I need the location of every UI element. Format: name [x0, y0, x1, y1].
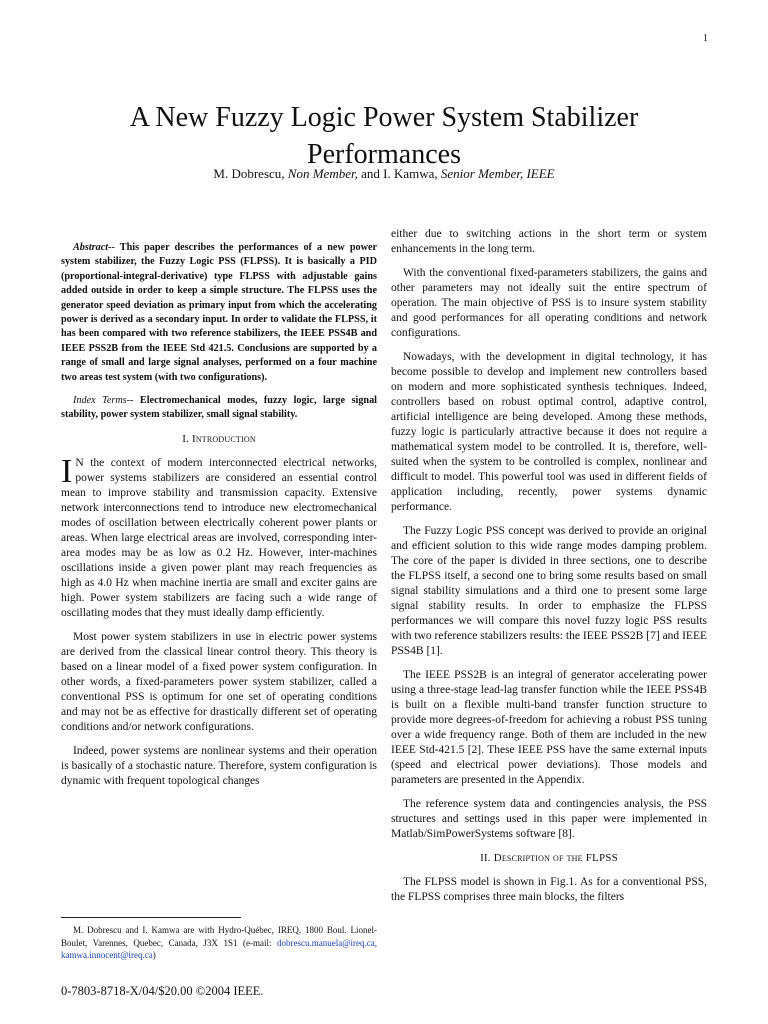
- right-paragraph-6: The FLPSS model is shown in Fig.1. As for a conventional PSS, the FLPSS comprises three main blocks, the filters: [391, 876, 707, 903]
- drop-cap: I: [61, 452, 73, 490]
- intro-paragraph-3: Indeed, power systems are nonlinear systems and their operation is basically of a stochastic nature. Therefore, system configuration is dynamic with frequent topological changes: [61, 744, 377, 787]
- intro-paragraph-1: [61, 452, 377, 621]
- section-2-numeral: II.: [480, 852, 491, 864]
- section-2-title: Description of the: [493, 852, 583, 864]
- footnote-rule: [61, 917, 241, 918]
- index-terms-text: Electromechanical modes, fuzzy logic, large signal stability, power system stabilizer, small signal stability.: [61, 395, 377, 421]
- left-column: [61, 241, 377, 798]
- index-terms: [61, 394, 377, 423]
- right-paragraph-0: either due to switching actions in the short term or system enhancements in the long term.: [391, 228, 707, 255]
- footnote: [61, 924, 377, 962]
- page-number: 1: [703, 33, 708, 44]
- right-paragraph-3: The Fuzzy Logic PSS concept was derived to provide an original and efficient solution to this wide range modes damping problem. The core of the paper is divided in three sections, one to describe the FLPSS itself, a second one to bring some results based on small signal stability simulations and a third one to present some large signal stability results. In order to emphasize the FLPSS performances we will compare this novel fuzzy logic PSS results with two reference stabilizers results: the IEEE PSS2B [7] and IEEE PSS4B [1].: [391, 525, 707, 657]
- footnote-close: ): [152, 950, 156, 960]
- right-column: [391, 227, 707, 914]
- author-1-role: Non Member,: [287, 166, 358, 181]
- intro-paragraph-1-text: N the context of modern interconnected electrical networks, power systems stabilizers are considered an essential control mean to improve stability and transmission capacity. Extensive network interconnections tend to introduce new electromechanical modes of oscillation between electrically coherent power plants or areas. When large electrical areas are involved, corresponding inter-area modes may be as low as 0.2 Hz. However, inter-machines oscillations inside a given power plant may reach frequencies as high as 4.0 Hz when machine inertia are small and exciter gains are high. Power system stabilizers are facing such a wide range of oscillating modes that they must ideally damp efficiently.: [61, 456, 377, 619]
- section-2-title-end: FLPSS: [585, 852, 618, 864]
- footnote-email-link[interactable]: dobrescu.manuela@ireq.ca, kamwa.innocent@ireq.ca: [61, 937, 377, 960]
- right-paragraph-1: With the conventional fixed-parameters stabilizers, the gains and other parameters may not ideally suit the entire spectrum of operation. The main objective of PSS is to insure system stability and good performances for all operating conditions and network configurations.: [391, 267, 707, 339]
- index-terms-lead: Index Terms--: [73, 395, 134, 407]
- author-1: M. Dobrescu,: [213, 166, 285, 181]
- section-1-numeral: I.: [182, 432, 190, 445]
- abstract-text: This paper describes the performances of a new power system stabilizer, the Fuzzy Logic PSS (FLPSS). It is basically a PID (proportional-integral-derivative) type FLPSS with adjustable gains added outside in order to keep a simple structure. The FLPSS uses the generator speed deviation as primary input from which the accelerating power is derived as a secondary input. In order to validate the FLPSS, it has been compared with two reference stabilizers, the IEEE PSS4B and IEEE PSS2B from the IEEE Std 421.5. Conclusions are supported by a range of small and large signal analyses, performed on a four machine two areas test system (with two configurations).: [61, 242, 377, 383]
- section-heading-description: [391, 851, 707, 866]
- right-paragraph-2: Nowadays, with the development in digital technology, it has become possible to develop and implement new controllers based on modern and more sophisticated synthesis techniques. Indeed, controllers based on robust optimal control, adaptive control, artificial intelligence are being developed. Among these methods, fuzzy logic is particularly attractive because it does not require a mathematical system model to be controlled. It is, therefore, well-suited when the system to be controlled is complex, nonlinear and difficult to model. This powerful tool was used in different fields of application including, recently, power systems dynamic performance.: [391, 351, 707, 513]
- author-conjunction: and I. Kamwa,: [361, 166, 438, 181]
- copyright-line: 0-7803-8718-X/04/$20.00 ©2004 IEEE.: [61, 984, 264, 998]
- section-1-title: Introduction: [191, 432, 256, 445]
- right-paragraph-5: The reference system data and contingencies analysis, the PSS structures and settings used in this paper were implemented in Matlab/SimPowerSystems software [8].: [391, 798, 707, 840]
- author-2-role: Senior Member, IEEE: [440, 166, 555, 181]
- section-heading-introduction: [61, 432, 377, 447]
- paper-title: A New Fuzzy Logic Power System Stabilizer Performances: [129, 101, 639, 170]
- abstract-lead: Abstract--: [73, 242, 115, 253]
- footnote-text: M. Dobrescu and I. Kamwa are with Hydro-Québec, IREQ, 1800 Boul. Lionel-Boulet, Varennes, Quebec, Canada, J3X 1S1 (e-mail:: [61, 925, 377, 948]
- author-line: [60, 166, 708, 182]
- abstract: [61, 241, 377, 385]
- right-paragraph-4: The IEEE PSS2B is an integral of generator accelerating power using a three-stage lead-lag transfer function while the IEEE PSS4B is built on a flexible multi-band transfer function structure to provide more degrees-of-freedom for achieving a robust PSS tuning over a wide frequency range. Both of them are included in the new IEEE Std-421.5 [2]. These IEEE PSS have the same external inputs (speed and electrical power deviations). Those models and parameters are presented in the Appendix.: [391, 669, 707, 786]
- intro-paragraph-2: Most power system stabilizers in use in electric power systems are derived from the classical linear control theory. This theory is based on a linear model of a fixed power system configuration. In other words, a fixed-parameters power system stabilizer, called a conventional PSS is optimum for one set of operating conditions and may not be as effective for drastically different set of operating conditions and/or network configurations.: [61, 630, 377, 733]
